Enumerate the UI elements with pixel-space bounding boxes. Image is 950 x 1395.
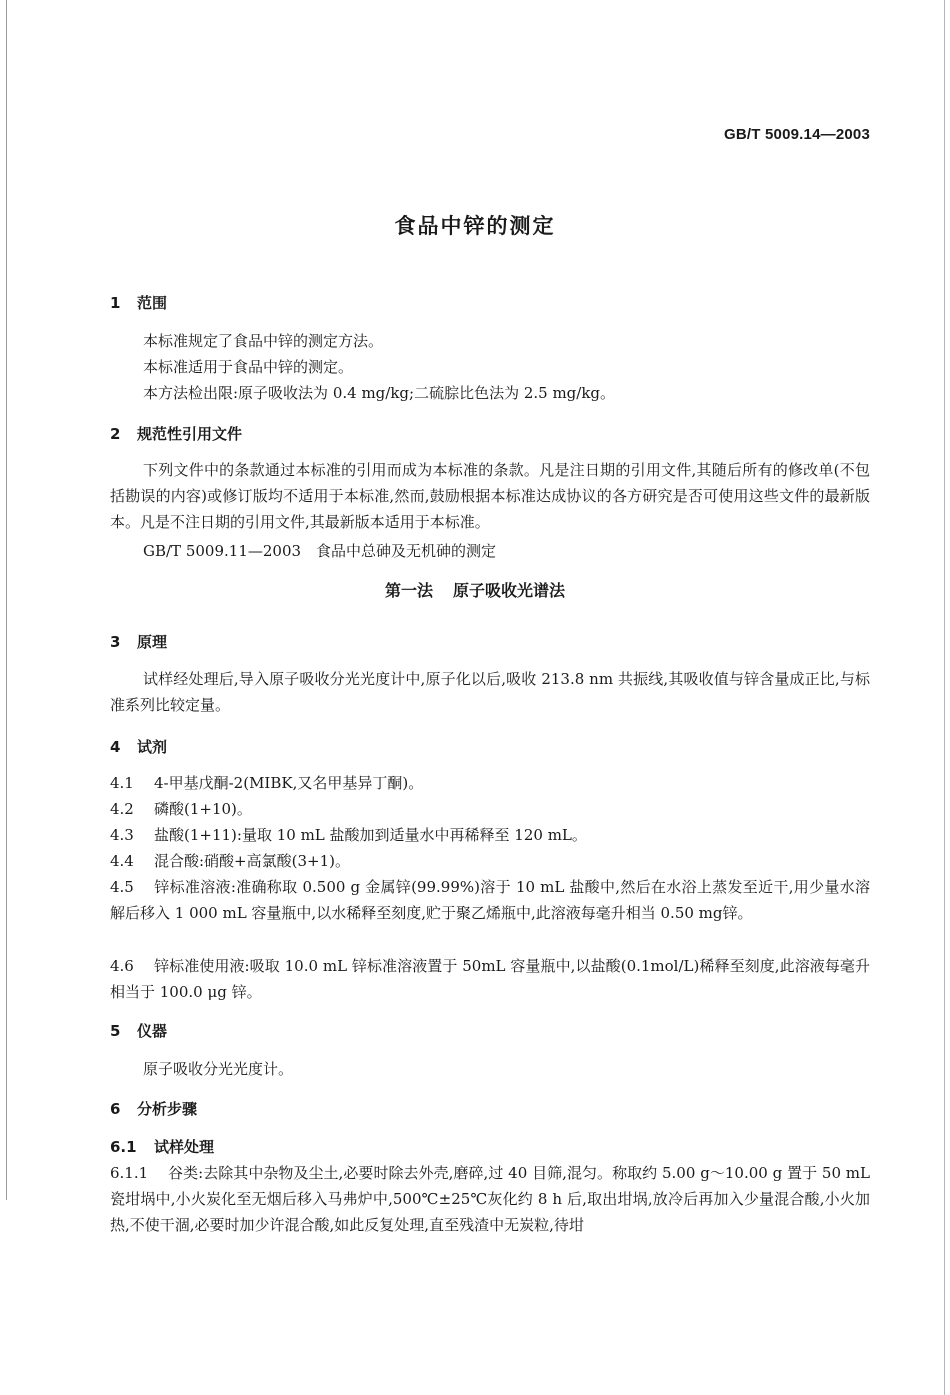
item-number: 4.5 [110, 878, 134, 896]
procedure-item [110, 1160, 870, 1234]
section-title: 仪器 [137, 1022, 168, 1040]
item-text: 盐酸(1+11):量取 10 mL 盐酸加到适量水中再稀释至 120 mL。 [154, 826, 587, 844]
section-2-heading [110, 423, 242, 444]
reagent-item [110, 953, 870, 1005]
section-title: 试剂 [137, 738, 168, 756]
scope-line-3: 本方法检出限:原子吸收法为 0.4 mg/kg;二硫腙比色法为 2.5 mg/kg。 [143, 384, 616, 402]
subsection-number: 6.1 [110, 1138, 137, 1156]
method-label: 第一法 [384, 581, 433, 600]
section-title: 原理 [137, 633, 168, 651]
item-text: 谷类:去除其中杂物及尘土,必要时除去外壳,磨碎,过 40 目筛,混匀。称取约 5.00 g～10.00 g 置于 50 mL 瓷坩埚中,小火炭化至无烟后移入马弗炉中,500℃±25℃灰化约 8 h 后,取出坩埚,放冷后再加入少量混合酸,小火加热,不使干涸,必要时加少许混合酸,如此反复处理,直至残渣中无炭粒,待坩 [110, 1164, 870, 1234]
section-1-heading [110, 292, 167, 313]
page-title: 食品中锌的测定 [394, 214, 556, 238]
section-number: 3 [110, 633, 121, 651]
section-title: 范围 [137, 294, 168, 312]
reagent-item [110, 796, 870, 822]
section-number: 4 [110, 738, 121, 756]
method-heading [0, 578, 950, 601]
section-number: 2 [110, 425, 121, 443]
reagent-item [110, 874, 870, 926]
item-number: 4.4 [110, 852, 134, 870]
item-text: 4-甲基戊酮-2(MIBK,又名甲基异丁酮)。 [154, 774, 424, 792]
item-text: 锌标准溶液:准确称取 0.500 g 金属锌(99.99%)溶于 10 mL 盐酸中,然后在水浴上蒸发至近干,用少量水溶解后移入 1 000 mL 容量瓶中,以水稀释至刻度,贮于聚乙烯瓶中,此溶液每毫升相当 0.50 mg锌。 [110, 878, 870, 922]
reagent-item [110, 848, 870, 874]
instrument-text: 原子吸收分光光度计。 [143, 1060, 294, 1078]
subsection-title: 试样处理 [154, 1138, 215, 1156]
item-number: 4.3 [110, 826, 134, 844]
item-number: 6.1.1 [110, 1164, 149, 1182]
item-text: 磷酸(1+10)。 [154, 800, 252, 818]
item-number: 4.1 [110, 774, 134, 792]
scope-line-1: 本标准规定了食品中锌的测定方法。 [143, 332, 384, 350]
item-text: 锌标准使用液:吸取 10.0 mL 锌标准溶液置于 50mL 容量瓶中,以盐酸(0.1mol/L)稀释至刻度,此溶液每毫升相当于 100.0 μg 锌。 [110, 957, 870, 1001]
principle-paragraph: 试样经处理后,导入原子吸收分光光度计中,原子化以后,吸收 213.8 nm 共振线,其吸收值与锌含量成正比,与标准系列比较定量。 [110, 670, 870, 714]
section-title: 分析步骤 [137, 1100, 198, 1118]
section-5-heading [110, 1020, 167, 1041]
subsection-6-1-heading [110, 1136, 214, 1157]
section-6-heading [110, 1098, 197, 1119]
item-text: 混合酸:硝酸+高氯酸(3+1)。 [154, 852, 350, 870]
normative-references-paragraph: 下列文件中的条款通过本标准的引用而成为本标准的条款。凡是注日期的引用文件,其随后所有的修改单(不包括勘误的内容)或修订版均不适用于本标准,然而,鼓励根据本标准达成协议的各方研究是否可使用这些文件的最新版本。凡是不注日期的引用文件,其最新版本适用于本标准。 [110, 461, 870, 531]
section-3-heading [110, 631, 167, 652]
item-number: 4.6 [110, 957, 134, 975]
item-number: 4.2 [110, 800, 134, 818]
section-number: 6 [110, 1100, 121, 1118]
section-4-heading [110, 736, 167, 757]
section-number: 1 [110, 294, 121, 312]
scope-line-2: 本标准适用于食品中锌的测定。 [143, 358, 354, 376]
reagent-item [110, 822, 870, 848]
reference-item: GB/T 5009.11—2003 食品中总砷及无机砷的测定 [143, 542, 497, 560]
standard-number: GB/T 5009.14—2003 [724, 126, 870, 143]
method-name: 原子吸收光谱法 [453, 581, 566, 600]
reagent-item [110, 770, 870, 796]
section-title: 规范性引用文件 [137, 425, 243, 443]
section-number: 5 [110, 1022, 121, 1040]
